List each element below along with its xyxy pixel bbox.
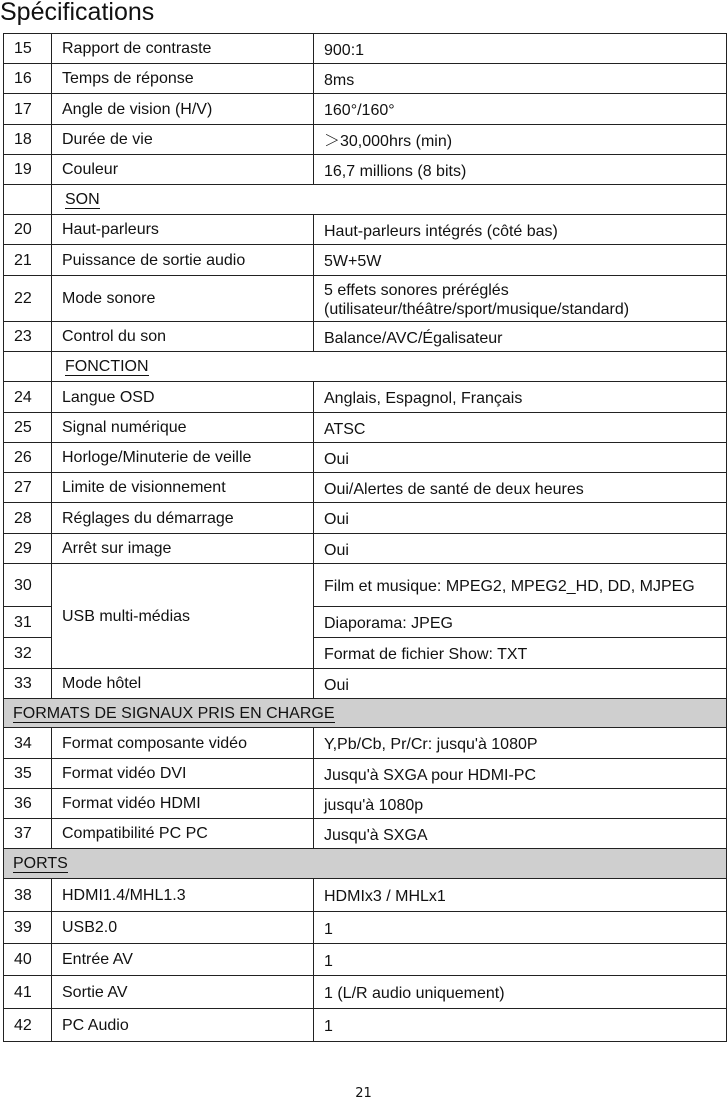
row-value: Oui xyxy=(314,534,727,564)
row-value: ATSC xyxy=(314,413,727,443)
section-row-formats xyxy=(4,699,727,728)
row-label: Format vidéo DVI xyxy=(52,759,314,789)
row-number: 37 xyxy=(4,819,52,849)
row-number: 30 xyxy=(4,564,52,607)
row-label: HDMI1.4/MHL1.3 xyxy=(52,879,314,912)
table-row xyxy=(4,912,727,944)
row-value: 8ms xyxy=(314,64,727,94)
table-row xyxy=(4,125,727,155)
table-row xyxy=(4,276,727,322)
row-value: 5W+5W xyxy=(314,245,727,276)
row-label: PC Audio xyxy=(52,1009,314,1042)
section-row-ports xyxy=(4,849,727,879)
row-value: Y,Pb/Cb, Pr/Cr: jusqu'à 1080P xyxy=(314,728,727,759)
row-label: Compatibilité PC PC xyxy=(52,819,314,849)
row-value: Oui/Alertes de santé de deux heures xyxy=(314,473,727,503)
table-row xyxy=(4,413,727,443)
table-row xyxy=(4,34,727,64)
table-row xyxy=(4,669,727,699)
section-empty-cell xyxy=(4,185,52,215)
section-heading-ports xyxy=(4,849,727,879)
row-number: 34 xyxy=(4,728,52,759)
table-row xyxy=(4,1009,727,1042)
row-value: Film et musique: MPEG2, MPEG2_HD, DD, MJPEG xyxy=(314,564,727,607)
row-number: 31 xyxy=(4,607,52,638)
row-label: Limite de visionnement xyxy=(52,473,314,503)
row-label: Réglages du démarrage xyxy=(52,503,314,534)
page-title: Spécifications xyxy=(0,0,155,26)
section-heading-text: PORTS xyxy=(13,855,68,872)
table-row xyxy=(4,789,727,819)
row-value: ＞30,000hrs (min) xyxy=(314,125,727,155)
row-value: 16,7 millions (8 bits) xyxy=(314,155,727,185)
table-row xyxy=(4,155,727,185)
row-label: Signal numérique xyxy=(52,413,314,443)
row-label: Angle de vision (H/V) xyxy=(52,94,314,125)
row-number: 27 xyxy=(4,473,52,503)
row-number: 42 xyxy=(4,1009,52,1042)
row-number: 36 xyxy=(4,789,52,819)
table-row xyxy=(4,944,727,976)
row-number: 39 xyxy=(4,912,52,944)
row-value: Oui xyxy=(314,443,727,473)
table-row xyxy=(4,473,727,503)
row-label: Entrée AV xyxy=(52,944,314,976)
table-row xyxy=(4,564,727,607)
row-value: 1 xyxy=(314,944,727,976)
page-number: 21 xyxy=(355,1086,372,1101)
table-row xyxy=(4,443,727,473)
row-number: 26 xyxy=(4,443,52,473)
row-value: 5 effets sonores préréglés (utilisateur/théâtre/sport/musique/standard) xyxy=(314,276,727,322)
row-label: USB2.0 xyxy=(52,912,314,944)
row-label: Rapport de contraste xyxy=(52,34,314,64)
row-value: Oui xyxy=(314,669,727,699)
row-number: 20 xyxy=(4,215,52,245)
row-label: Mode hôtel xyxy=(52,669,314,699)
table-row xyxy=(4,879,727,912)
row-value: 160°/160° xyxy=(314,94,727,125)
row-value: Diaporama: JPEG xyxy=(314,607,727,638)
table-row xyxy=(4,819,727,849)
row-number: 18 xyxy=(4,125,52,155)
row-number: 15 xyxy=(4,34,52,64)
row-value: Oui xyxy=(314,503,727,534)
usb-label: USB multi-médias xyxy=(52,564,314,669)
row-label: Horloge/Minuterie de veille xyxy=(52,443,314,473)
row-label: Haut-parleurs xyxy=(52,215,314,245)
row-label: Couleur xyxy=(52,155,314,185)
row-number: 24 xyxy=(4,382,52,413)
row-number: 17 xyxy=(4,94,52,125)
row-number: 21 xyxy=(4,245,52,276)
section-empty-cell xyxy=(4,352,52,382)
row-number: 22 xyxy=(4,276,52,322)
row-label: Sortie AV xyxy=(52,976,314,1009)
row-label: Langue OSD xyxy=(52,382,314,413)
table-row xyxy=(4,322,727,352)
row-number: 28 xyxy=(4,503,52,534)
table-row xyxy=(4,215,727,245)
row-number: 19 xyxy=(4,155,52,185)
section-heading-son xyxy=(52,185,727,215)
row-number: 38 xyxy=(4,879,52,912)
row-number: 16 xyxy=(4,64,52,94)
row-value: jusqu'à 1080p xyxy=(314,789,727,819)
row-label: Temps de réponse xyxy=(52,64,314,94)
row-number: 33 xyxy=(4,669,52,699)
section-heading-formats xyxy=(4,699,727,728)
table-row xyxy=(4,503,727,534)
row-value: 1 (L/R audio uniquement) xyxy=(314,976,727,1009)
table-row xyxy=(4,94,727,125)
row-number: 35 xyxy=(4,759,52,789)
row-label: Mode sonore xyxy=(52,276,314,322)
row-number: 25 xyxy=(4,413,52,443)
section-row-fonction xyxy=(4,352,727,382)
row-value: 900:1 xyxy=(314,34,727,64)
row-value: 1 xyxy=(314,912,727,944)
section-heading-text: FORMATS DE SIGNAUX PRIS EN CHARGE xyxy=(13,704,335,722)
row-value: HDMIx3 / MHLx1 xyxy=(314,879,727,912)
section-heading-fonction xyxy=(52,352,727,382)
section-heading-text: FONCTION xyxy=(65,358,149,375)
table-row xyxy=(4,728,727,759)
row-number: 32 xyxy=(4,638,52,669)
table-row xyxy=(4,759,727,789)
row-number: 23 xyxy=(4,322,52,352)
row-value: Jusqu'à SXGA xyxy=(314,819,727,849)
table-row xyxy=(4,534,727,564)
row-label: Control du son xyxy=(52,322,314,352)
section-heading-text: SON xyxy=(65,191,100,208)
row-number: 41 xyxy=(4,976,52,1009)
row-value: Balance/AVC/Égalisateur xyxy=(314,322,727,352)
row-number: 29 xyxy=(4,534,52,564)
row-label: Durée de vie xyxy=(52,125,314,155)
spec-table xyxy=(3,33,727,1042)
row-value: 1 xyxy=(314,1009,727,1042)
row-label: Arrêt sur image xyxy=(52,534,314,564)
table-row xyxy=(4,245,727,276)
row-label: Format vidéo HDMI xyxy=(52,789,314,819)
row-value: Haut-parleurs intégrés (côté bas) xyxy=(314,215,727,245)
table-row xyxy=(4,64,727,94)
row-number: 40 xyxy=(4,944,52,976)
row-label: Format composante vidéo xyxy=(52,728,314,759)
row-value: Jusqu'à SXGA pour HDMI-PC xyxy=(314,759,727,789)
section-row-son xyxy=(4,185,727,215)
table-row xyxy=(4,382,727,413)
table-row xyxy=(4,976,727,1009)
row-value: Format de fichier Show: TXT xyxy=(314,638,727,669)
row-value: Anglais, Espagnol, Français xyxy=(314,382,727,413)
row-label: Puissance de sortie audio xyxy=(52,245,314,276)
